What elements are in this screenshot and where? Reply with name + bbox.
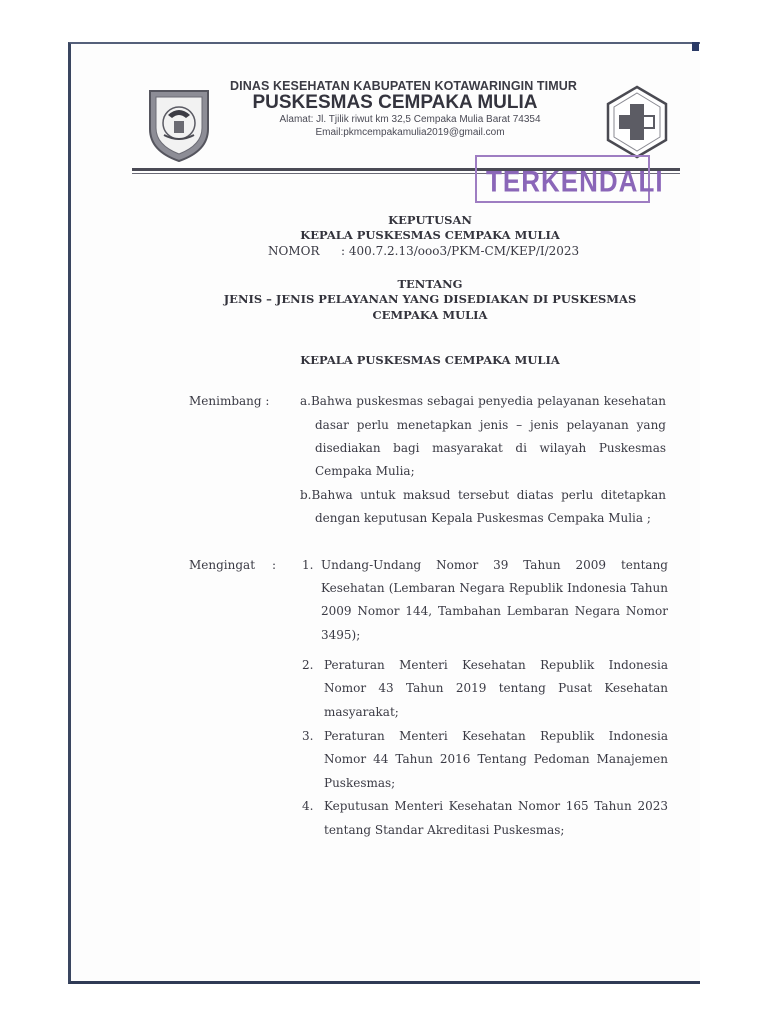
mengingat-item-line: Keputusan Menteri Kesehatan Nomor 165 Tahun 2023 <box>324 799 668 813</box>
mengingat-item-line: tentang Standar Akreditasi Puskesmas; <box>324 823 565 837</box>
mengingat-item-line: Kesehatan (Lembaran Negara Republik Indonesia Tahun <box>321 581 668 595</box>
menimbang-b-line: b.Bahwa untuk maksud tersebut diatas perlu ditetapkan <box>300 488 666 502</box>
controlled-stamp-text: TERKENDALI <box>486 164 664 199</box>
menimbang-a-line: dasar perlu menetapkan jenis – jenis pelayanan yang <box>315 418 666 432</box>
header-puskesmas-name: PUSKESMAS CEMPAKA MULIA <box>252 92 538 113</box>
decree-subject-line2: CEMPAKA MULIA <box>372 308 488 322</box>
header-email: Email:pkmcempakamulia2019@gmail.com <box>315 127 505 138</box>
mengingat-item-line: Puskesmas; <box>324 776 396 790</box>
mengingat-item-line: 3495); <box>321 628 361 642</box>
menimbang-label: Menimbang : <box>189 394 270 408</box>
mengingat-item-number: 1. <box>302 558 314 572</box>
menimbang-a-line: disediakan bagi masyarakat di wilayah Puskesmas <box>315 441 666 455</box>
menimbang-a-line: Cempaka Mulia; <box>315 464 415 478</box>
mengingat-colon: : <box>272 558 277 572</box>
mengingat-item-line: masyarakat; <box>324 705 399 719</box>
header-address: Alamat: Jl. Tjilik riwut km 32,5 Cempaka Mulia Barat 74354 <box>279 114 541 125</box>
decree-issuer: KEPALA PUSKESMAS CEMPAKA MULIA <box>300 353 560 367</box>
mengingat-item-line: Nomor 43 Tahun 2019 tentang Pusat Kesehatan <box>324 681 668 695</box>
decree-title: KEPUTUSAN <box>388 213 472 227</box>
mengingat-item-line: Peraturan Menteri Kesehatan Republik Indonesia <box>324 729 668 743</box>
mengingat-item-line: Peraturan Menteri Kesehatan Republik Indonesia <box>324 658 668 672</box>
mengingat-item-line: Nomor 44 Tahun 2016 Tentang Pedoman Manajemen <box>324 752 668 766</box>
nomor-label: NOMOR <box>268 244 320 258</box>
nomor-value: : 400.7.2.13/ooo3/PKM-CM/KEP/I/2023 <box>341 244 580 258</box>
mengingat-item-number: 2. <box>302 658 314 672</box>
decree-authority: KEPALA PUSKESMAS CEMPAKA MULIA <box>300 228 560 242</box>
menimbang-a-line: a.Bahwa puskesmas sebagai penyedia pelayanan kesehatan <box>300 394 666 408</box>
puskesmas-cross-logo <box>604 84 670 160</box>
mengingat-label: Mengingat <box>189 558 256 572</box>
about-label: TENTANG <box>397 277 463 291</box>
mengingat-item-line: 2009 Nomor 144, Tambahan Lembaran Negara Nomor <box>321 604 668 618</box>
decree-subject-line1: JENIS – JENIS PELAYANAN YANG DISEDIAKAN DI PUSKESMAS <box>223 292 637 306</box>
menimbang-b-line: dengan keputusan Kepala Puskesmas Cempaka Mulia ; <box>315 511 651 525</box>
scan-corner-mark <box>692 42 699 51</box>
header-agency: DINAS KESEHATAN KABUPATEN KOTAWARINGIN TIMUR <box>230 79 577 93</box>
mengingat-item-number: 4. <box>302 799 314 813</box>
mengingat-item-line: Undang-Undang Nomor 39 Tahun 2009 tentang <box>321 558 668 572</box>
mengingat-item-number: 3. <box>302 729 314 743</box>
regency-emblem-logo <box>146 85 212 163</box>
